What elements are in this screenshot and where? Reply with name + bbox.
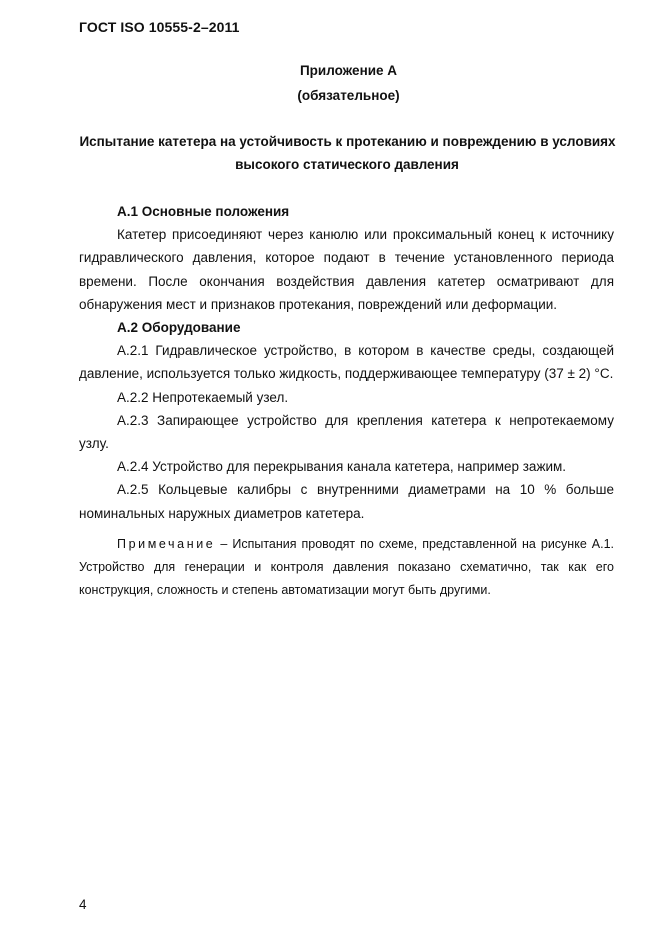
item-a2-5: А.2.5 Кольцевые калибры с внутренними диаметрами на 10 % больше номинальных наружных диаметров катетера.	[79, 482, 614, 521]
annex-status: (обязательное)	[297, 88, 400, 103]
item-a2-2: А.2.2 Непротекаемый узел.	[117, 389, 289, 405]
annex-heading-line2: высокого статического давления	[235, 157, 459, 172]
item-a2-1: А.2.1 Гидравлическое устройство, в котором в качестве среды, создающей давление, используется только жидкость, поддерживающее температуру (37 ± 2) °С.	[79, 343, 614, 382]
annex-title: Приложение А	[299, 63, 398, 78]
document-code-header: ГОСТ ISO 10555-2–2011	[79, 19, 240, 35]
note-text: Испытания проводят по схеме, представленной на рисунке А.1. Устройство для генерации и контроля давления показано схематично, так как его конструкция, сложность и степень автоматизации могут быть другими.	[79, 536, 615, 598]
section-a1-text: Катетер присоединяют через канюлю или проксимальный конец к источнику гидравлического давления, которое подают в течение установленного периода времени. После окончания воздействия давления катетер осматривают для обнаружения мест и признаков протекания, повреждений или деформации.	[79, 227, 614, 312]
section-a2-heading: А.2 Оборудование	[117, 320, 241, 336]
item-a2-4: А.2.4 Устройство для перекрывания канала катетера, например зажим.	[117, 459, 567, 475]
note	[79, 533, 614, 603]
item-a2-3: А.2.3 Запирающее устройство для крепления катетера к непротекаемому узлу.	[79, 412, 614, 452]
note-label: Примечание	[117, 536, 216, 551]
note-dash: –	[215, 536, 233, 551]
annex-heading-line1: Испытание катетера на устойчивость к протеканию и повреждению в условиях	[79, 134, 616, 149]
section-a1-heading: А.1 Основные положения	[117, 204, 290, 219]
page-number: 4	[79, 897, 87, 912]
annex-body	[79, 200, 614, 602]
